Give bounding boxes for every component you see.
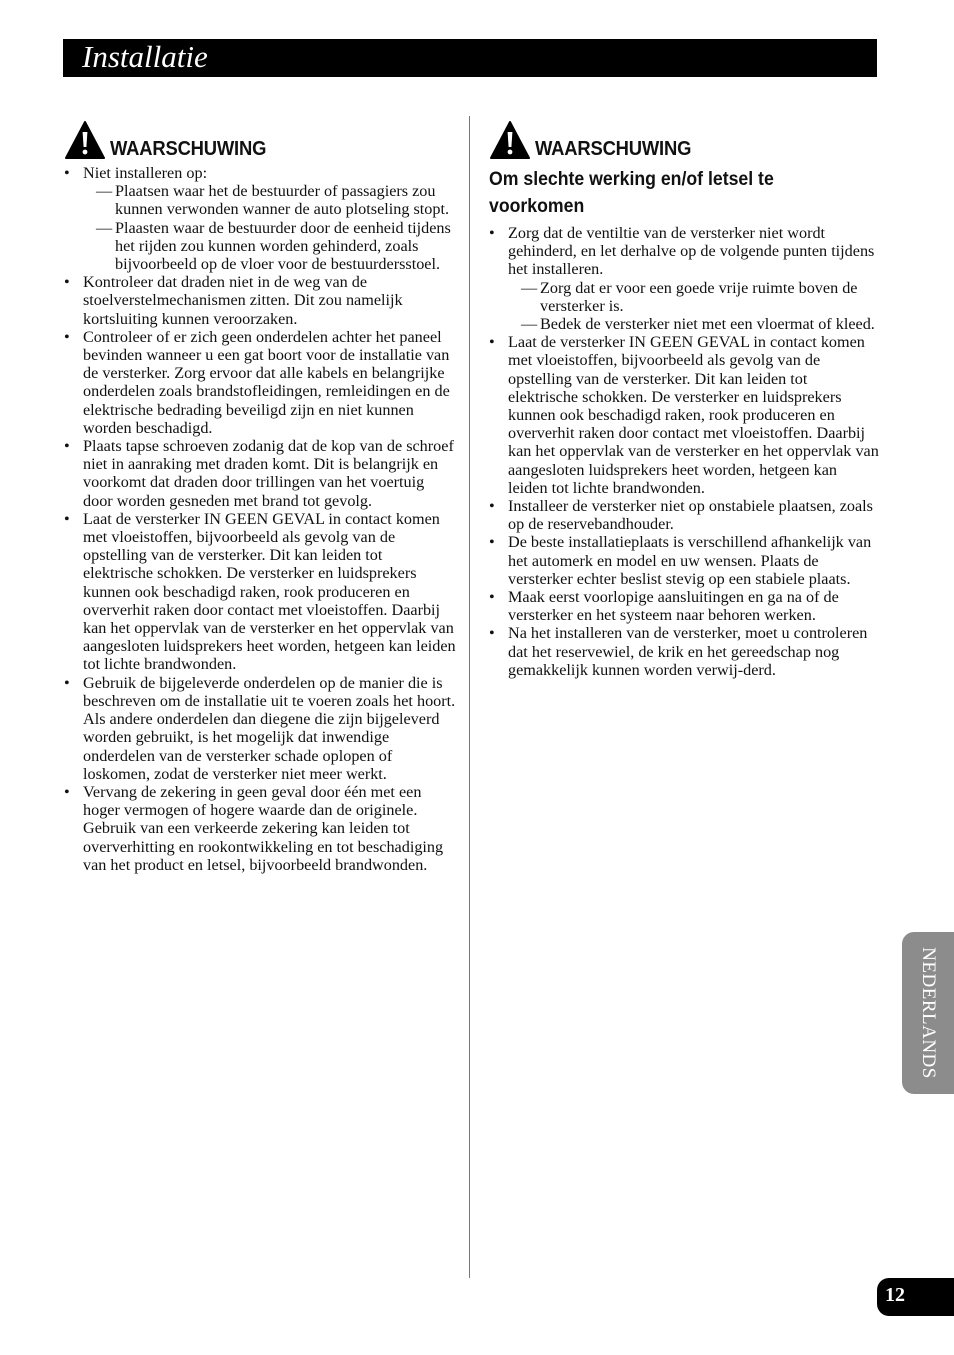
warning-label: WAARSCHUWING	[110, 138, 267, 160]
list-item: • Gebruik de bijgeleverde onderdelen op de manier die is beschreven om de installatie uit te voeren zoals het hoort. Als andere onderdelen dan diegene die zijn bijgeleverd worden gebruikt, is het mogelijk dat inwendige onderdelen van de versterker schade oplopen of loskomen, zodat de versterker niet meer werkt.	[64, 674, 456, 783]
list-item: • Vervang de zekering in geen geval door één met een hoger vermogen of hogere waarde dan de originele. Gebruik van een verkeerde zekering kan leiden tot oververhitting en rookontwikkeling en tot beschadiging van het product en letsel, bijvoorbeeld brandwonden.	[64, 783, 456, 874]
sub-list-item: — Plaatsen waar het de bestuurder of passagiers zou kunnen verwonden wanner de auto plotseling stopt.	[83, 182, 456, 218]
language-label: NEDERLANDS	[918, 947, 939, 1079]
list-item: • De beste installatieplaats is verschillend afhankelijk van het automerk en model en uw wensen. Plaats de versterker echter beslist stevig op een stabiele plaats.	[489, 533, 879, 588]
warning-list	[64, 164, 456, 874]
column-divider	[469, 116, 470, 1278]
warning-subheading: Om slechte werking en/of letsel te voorkomen	[489, 169, 774, 217]
sub-list	[83, 182, 456, 273]
list-item-text: Niet installeren op:	[83, 164, 208, 182]
warning-list	[489, 224, 879, 679]
warning-triangle-icon	[489, 120, 531, 160]
list-item	[64, 164, 456, 273]
section-title-bar	[63, 39, 877, 77]
warning-heading	[64, 118, 456, 160]
page-number-tab	[877, 1278, 954, 1316]
list-item: • Kontroleer dat draden niet in de weg van de stoelverstelmechanismen zitten. Dit zou namelijk kortsluiting kunnen veroorzaken.	[64, 273, 456, 328]
list-item	[489, 224, 879, 333]
list-item: • Installeer de versterker niet op onstabiele plaatsen, zoals op de reservebandhouder.	[489, 497, 879, 533]
language-tab	[902, 932, 954, 1094]
list-item: • Laat de versterker IN GEEN GEVAL in contact komen met vloeistoffen, bijvoorbeeld als gevolg van de opstelling van de versterker. Dit kan leiden tot elektrische schokken. De versterker en luidsprekers kunnen ook beschadigd raken, rook produceren en oververhit raken door contact met vloeistoffen. Daarbij kan het oppervlak van de versterker en het oppervlak van aangesloten luidsprekers heet worden, hetgeen kan leiden tot lichte brandwonden.	[64, 510, 456, 674]
list-item: • Na het installeren van de versterker, moet u controleren dat het reservewiel, de krik en het gereedschap nog gemakkelijk kunnen worden verwij-derd.	[489, 624, 879, 679]
sub-list-item: — Plaasten waar de bestuurder door de eenheid tijdens het rijden zou kunnen worden gehinderd, zoals bijvoorbeeld op de vloer voor de bestuurdersstoel.	[83, 219, 456, 274]
sub-list-item: — Zorg dat er voor een goede vrije ruimte boven de versterker is.	[508, 279, 879, 315]
right-column	[489, 118, 879, 679]
list-item: • Maak eerst voorlopige aansluitingen en ga na of de versterker en het systeem naar behoren werken.	[489, 588, 879, 624]
page-title: Installatie	[82, 39, 208, 74]
warning-heading	[489, 118, 879, 160]
list-item: • Laat de versterker IN GEEN GEVAL in contact komen met vloeistoffen, bijvoorbeeld als gevolg van de opstelling van de versterker. Dit kan leiden tot elektrische schokken. De versterker en luidsprekers kunnen ook beschadigd raken, rook produceren en oververhit raken door contact met vloeistoffen. Daarbij kan het oppervlak van de versterker en het oppervlak van aangesloten luidsprekers heet worden, hetgeen kan leiden tot lichte brandwonden.	[489, 333, 879, 497]
left-column	[64, 118, 456, 874]
warning-label: WAARSCHUWING	[535, 138, 692, 160]
list-item: • Controleer of er zich geen onderdelen achter het paneel bevinden wanneer u een gat boort voor de installatie van de versterker. Zorg ervoor dat alle kabels en belangrijke onderdelen zoals brandstofleidingen, remleidingen en de elektrische bedrading beveiligd zijn en niet kunnen worden beschadigd.	[64, 328, 456, 437]
sub-list-item: — Bedek de versterker niet met een vloermat of kleed.	[508, 315, 879, 333]
list-item: • Plaats tapse schroeven zodanig dat de kop van de schroef niet in aanraking met draden komt. Dit is belangrijk en voorkomt dat draden door trillingen van het voertuig door worden gesneden met brand tot gevolg.	[64, 437, 456, 510]
list-item-text: Zorg dat de ventiltie van de versterker niet wordt gehinderd, en let derhalve op de volgende punten tijdens het installeren.	[508, 224, 875, 279]
warning-triangle-icon	[64, 120, 106, 160]
page-number: 12	[885, 1284, 905, 1306]
sub-list	[508, 279, 879, 334]
